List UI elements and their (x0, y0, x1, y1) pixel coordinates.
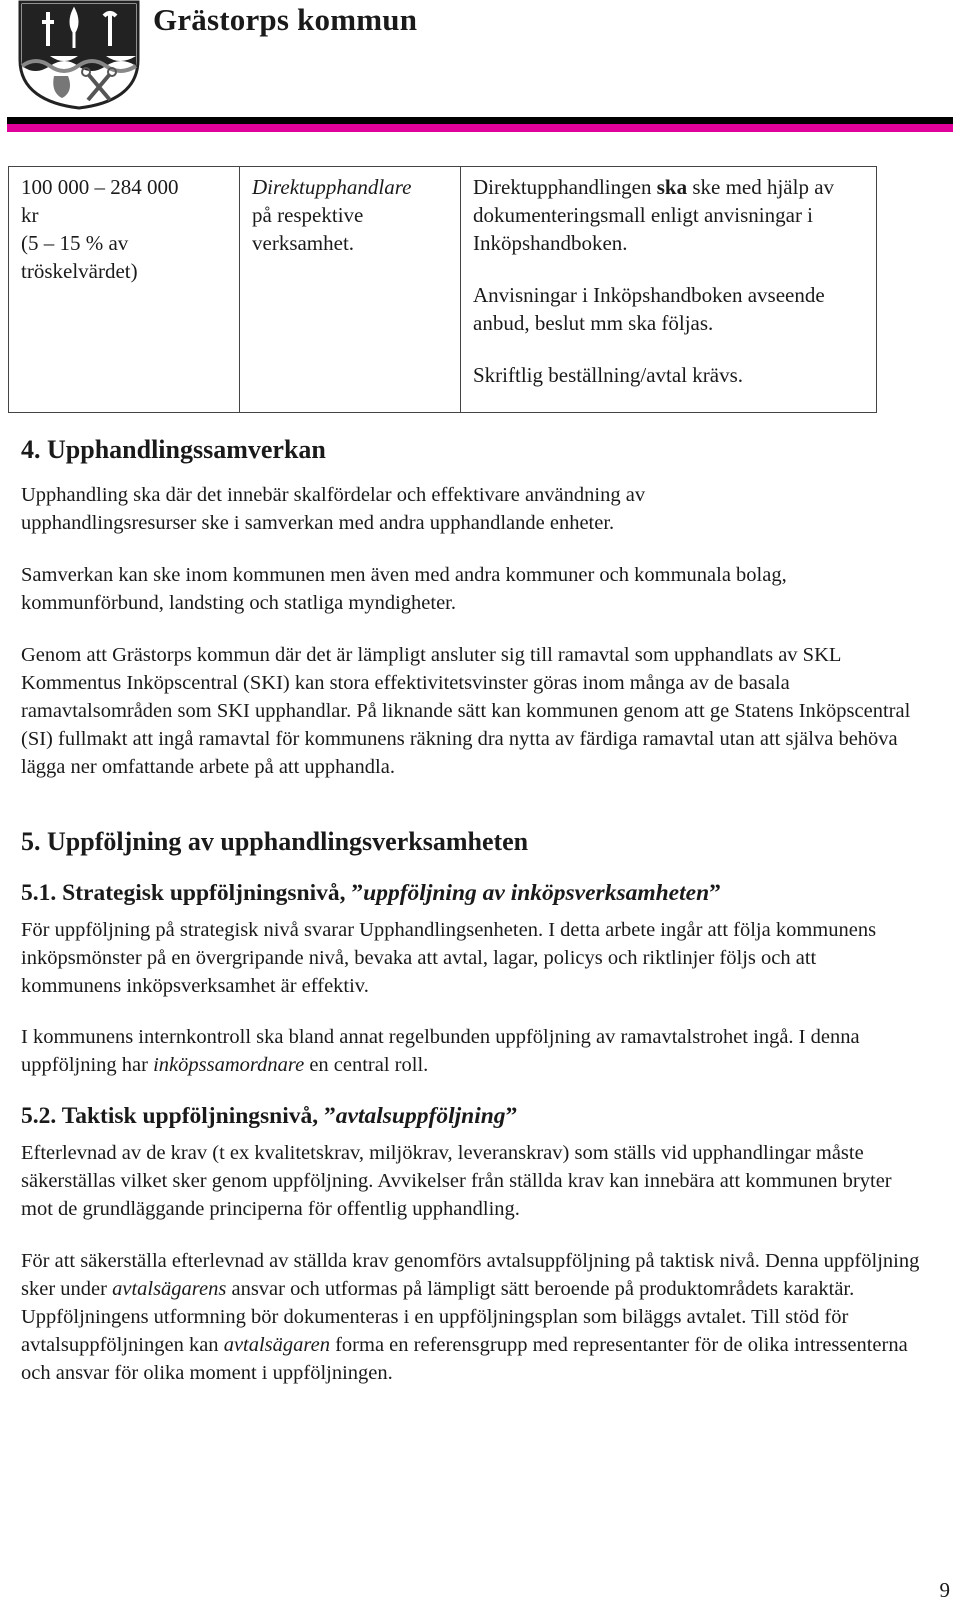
paragraph-text: I kommunens internkontroll ska bland annat regelbunden uppföljning av ramavtalstrohet ingå. I denna uppföljning har (21, 1026, 860, 1076)
body-paragraph: Upphandling ska där det innebär skalfördelar och effektivare användning av upphandlingsresurser ske i samverkan med andra upphandlande enheter. (21, 484, 646, 534)
paragraph-text: ansvar och utformas på lämpligt sätt beroende på produktområdets karaktär. Uppföljningens utformning bör dokumenteras i en uppföljningsplan som biläggs avtalet. Till stöd för avtalsuppföljningen kan (21, 1278, 855, 1356)
instruction-paragraph: Anvisningar i Inköpshandboken avseende anbud, beslut mm ska följas. (473, 283, 825, 335)
procurement-threshold-table (8, 166, 877, 413)
paragraph-emphasis: avtalsägaren (223, 1334, 330, 1356)
instruction-text: Direktupphandlingen (473, 175, 657, 199)
instruction-text: ske med hjälp av dokumenteringsmall enligt anvisningar i Inköpshandboken. (473, 175, 835, 255)
amount-line: tröskelvärdet) (21, 259, 138, 283)
body-paragraph: För uppföljning på strategisk nivå svarar Upphandlingsenheten. I detta arbete ingår att följa kommunens inköpsmönster på en övergripande nivå, bevaka att avtal, lagar, policys och riktlinjer följs och att kommunens inköpsverksamhet är effektiv. (21, 919, 877, 997)
paragraph-emphasis: inköpssamordnare (153, 1054, 305, 1076)
page-header (18, 0, 958, 110)
subsection-heading (21, 878, 951, 908)
instruction-paragraph: Skriftlig beställning/avtal krävs. (473, 363, 744, 387)
section-heading: 5. Uppföljning av upphandlingsverksamheten (21, 827, 529, 856)
heading-text: ” (505, 1103, 518, 1129)
header-rule-magenta (7, 124, 953, 132)
heading-text: 5.1. Strategisk uppföljningsnivå, ” (21, 880, 364, 906)
amount-line: 100 000 – 284 000 (21, 175, 179, 199)
responsible-line: verksamhet. (252, 231, 355, 255)
threshold-amount-cell (9, 167, 240, 413)
subsection-heading (21, 1101, 951, 1131)
paragraph-emphasis: avtalsägarens (112, 1278, 227, 1300)
responsible-line: på respektive (252, 203, 364, 227)
paragraph-text: forma en referensgrupp med representanter för de olika intressenterna och ansvar för olika moment i uppföljningen. (21, 1334, 908, 1384)
amount-line: kr (21, 203, 39, 227)
paragraph-text: För att säkerställa efterlevnad av ställda krav genomförs avtalsuppföljning på taktisk nivå. Denna uppföljning sker under (21, 1250, 920, 1300)
header-rule-black (7, 117, 953, 124)
responsible-line: Direktupphandlare (252, 175, 412, 199)
municipality-name: Grästorps kommun (153, 2, 418, 37)
instruction-paragraph (473, 173, 868, 257)
instruction-emphasis: ska (656, 175, 688, 199)
instructions-cell (461, 167, 877, 413)
body-paragraph: Genom att Grästorps kommun där det är lämpligt ansluter sig till ramavtal som upphandlats av SKL Kommentus Inköpscentral (SKI) kan stora effektivitetsvinster göras inom många av de basala ramavtalsområden som SKI upphandlar. På liknande sätt kan kommunen genom att ge Statens Inköpscentral (SI) fullmakt att ingå ramavtal för kommunens räkning dra nytta av färdiga ramavtal utan att själva behöva lägga ner omfattande arbete på att upphandla. (21, 644, 911, 778)
section-5 (21, 826, 951, 1387)
body-paragraph (21, 1247, 941, 1387)
body-paragraph: Samverkan kan ske inom kommunen men även med andra kommuner och kommunala bolag, kommunförbund, landsting och statliga myndigheter. (21, 564, 787, 614)
section-heading: 4. Upphandlingssamverkan (21, 435, 326, 464)
body-paragraph: Efterlevnad av de krav (t ex kvalitetskrav, miljökrav, leveranskrav) som ställs vid upphandlingar måste säkerställas vilket sker genom uppföljning. Avvikelser från ställda krav kan innebära att kommunen bryter mot de grundläggande principerna för offentlig upphandling. (21, 1142, 892, 1220)
paragraph-text: en central roll. (304, 1054, 429, 1076)
body-paragraph (21, 1023, 941, 1079)
heading-text: 5.2. Taktisk uppföljningsnivå, ” (21, 1103, 336, 1129)
table-row (9, 167, 877, 413)
municipal-coat-of-arms-icon (18, 0, 140, 110)
heading-emphasis: uppföljning av inköpsverksamheten (363, 880, 710, 906)
responsible-cell (240, 167, 461, 413)
section-4 (21, 434, 951, 781)
heading-text: ” (709, 880, 721, 906)
heading-emphasis: avtalsuppföljning (335, 1103, 506, 1129)
amount-line: (5 – 15 % av (21, 231, 129, 255)
page-number: 9 (939, 1578, 950, 1602)
